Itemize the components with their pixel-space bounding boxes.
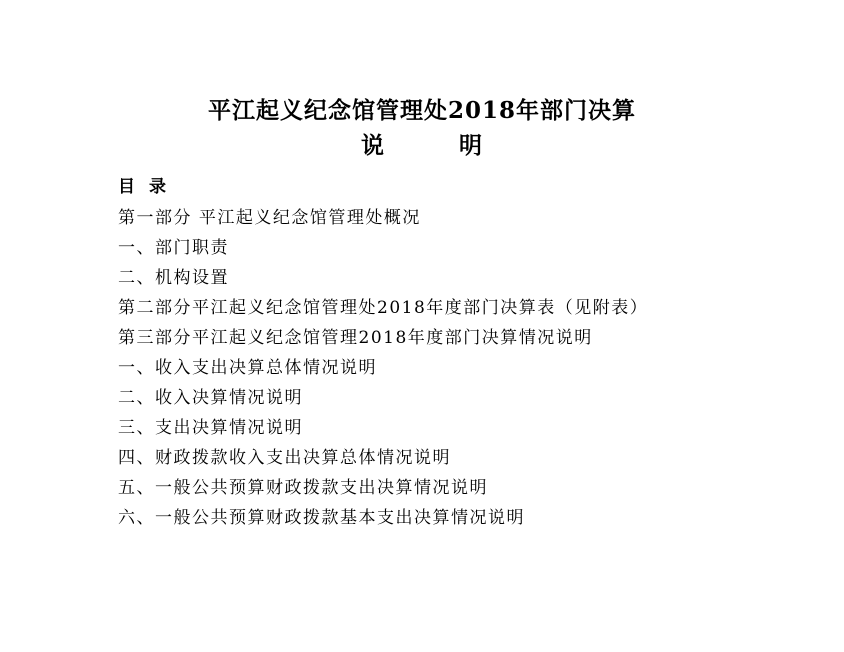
table-of-contents (118, 203, 648, 533)
subtitle-char-2: 明 (459, 132, 483, 159)
toc-item: 第二部分平江起义纪念馆管理处2018年度部门决算表（见附表） (118, 298, 649, 318)
toc-item: 二、机构设置 (118, 268, 229, 288)
toc-item: 三、支出决算情况说明 (118, 418, 303, 438)
document-subtitle (0, 131, 844, 161)
toc-item: 二、收入决算情况说明 (118, 388, 303, 408)
toc-item: 一、部门职责 (118, 238, 229, 258)
toc-item: 五、一般公共预算财政拨款支出决算情况说明 (118, 478, 488, 498)
toc-heading (118, 176, 168, 198)
subtitle-char-1: 说 (361, 132, 385, 159)
toc-heading-char-2: 录 (149, 177, 168, 197)
document-title: 平江起义纪念馆管理处2018年部门决算 (207, 97, 636, 124)
toc-item: 第一部分 平江起义纪念馆管理处概况 (118, 208, 421, 228)
toc-item: 一、收入支出决算总体情况说明 (118, 358, 377, 378)
toc-heading-char-1: 目 (118, 177, 137, 197)
toc-item: 第三部分平江起义纪念馆管理2018年度部门决算情况说明 (118, 328, 593, 348)
toc-item: 六、一般公共预算财政拨款基本支出决算情况说明 (118, 508, 525, 528)
toc-item: 四、财政拨款收入支出决算总体情况说明 (118, 448, 451, 468)
